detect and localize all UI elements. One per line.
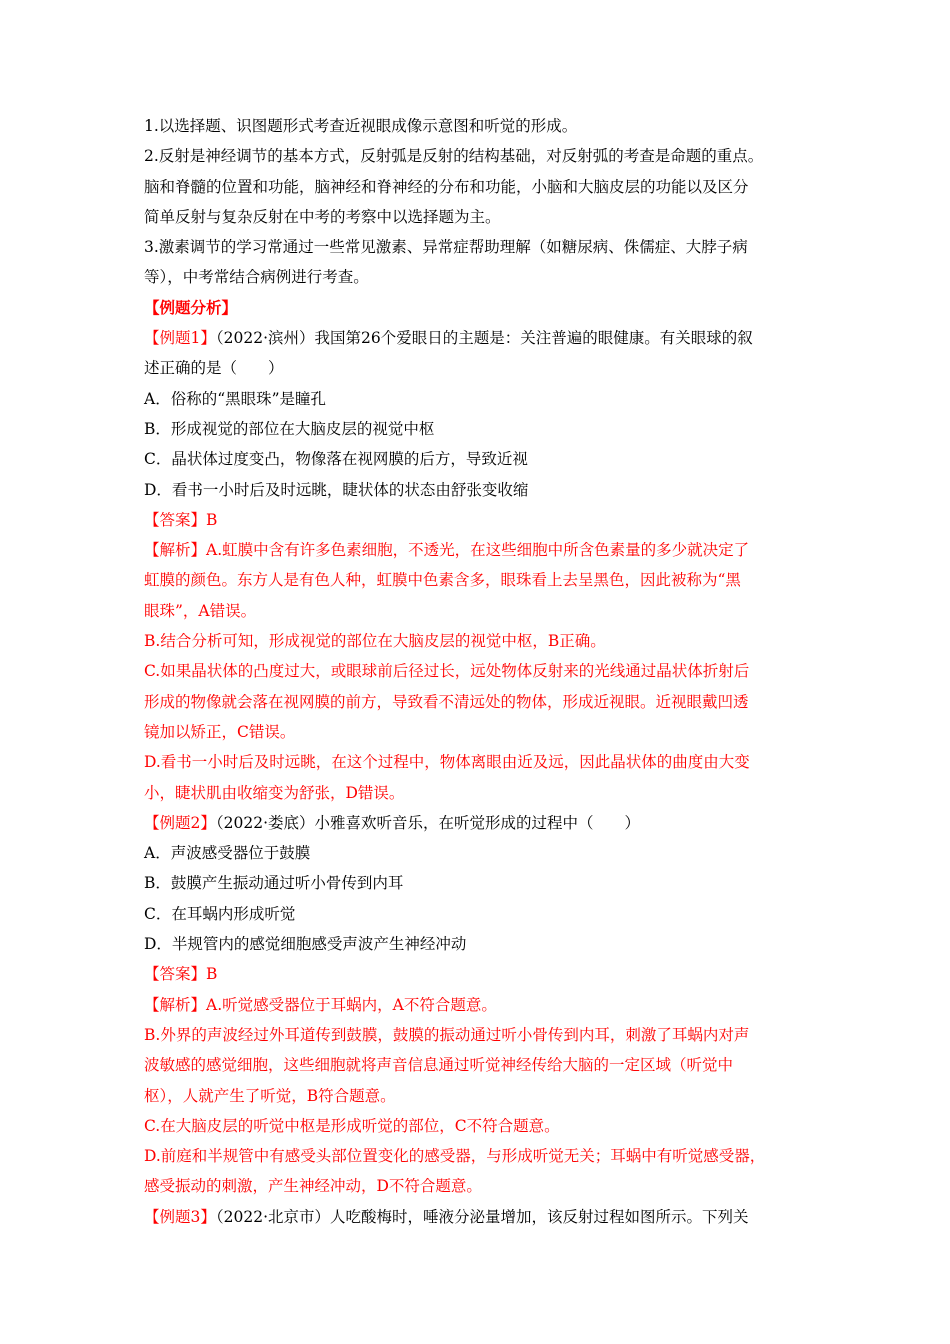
section-heading: 【例题分析】 [144, 297, 238, 317]
q1-analysis-line-9: 小，睫状肌由收缩变为舒张，D错误。 [144, 783, 405, 802]
q3-stem-line-1 [144, 1202, 824, 1232]
intro-line-2: 2.反射是神经调节的基本方式，反射弧是反射的结构基础，对反射弧的考查是命题的重点。 [144, 147, 764, 166]
q1-option-a: A．俗称的“黑眼珠”是瞳孔 [144, 389, 327, 408]
q1-answer-tag: 【答案】 [144, 510, 207, 529]
q1-analysis-line-4: B.结合分析可知，形成视觉的部位在大脑皮层的视觉中枢，B正确。 [144, 632, 606, 651]
q2-stem-text: （2022·娄底）小雅喜欢听音乐，在听觉形成的过程中（ ） [215, 813, 641, 832]
q2-tag: 【例题2】 [144, 813, 216, 832]
q1-analysis-text-1: A.虹膜中含有许多色素细胞，不透光，在这些细胞中所含色素量的多少就决定了 [206, 541, 750, 560]
q2-answer [144, 959, 824, 989]
q1-analysis-line-8: D.看书一小时后及时远眺，在这个过程中，物体离眼由近及远，因此晶状体的曲度由大变 [144, 753, 750, 772]
q3-stem-text: （2022·北京市）人吃酸梅时，唾液分泌量增加，该反射过程如图所示。下列关 [215, 1207, 749, 1226]
q1-analysis-line-2: 虹膜的颜色。东方人是有色人种，虹膜中色素含多，眼珠看上去呈黑色，因此被称为“黑 [144, 571, 741, 590]
q2-analysis-tag: 【解析】 [144, 995, 207, 1014]
q1-analysis-line-7: 镜加以矫正，C错误。 [144, 722, 296, 741]
q1-answer-value: B [206, 510, 218, 529]
q2-analysis-line-6: D.前庭和半规管中有感受头部位置变化的感受器，与形成听觉无关；耳蜗中有听觉感受器， [144, 1147, 766, 1166]
q2-option-d: D．半规管内的感觉细胞感受声波产生神经冲动 [144, 935, 467, 954]
intro-line-6: 等），中考常结合病例进行考查。 [144, 268, 369, 287]
q2-analysis-line-1 [144, 990, 824, 1020]
q1-option-c: C．晶状体过度变凸，物像落在视网膜的后方，导致近视 [144, 450, 528, 469]
q1-option-d: D．看书一小时后及时远眺，睫状体的状态由舒张变收缩 [144, 480, 529, 499]
intro-line-3: 脑和脊髓的位置和功能，脑神经和脊神经的分布和功能，小脑和大脑皮层的功能以及区分 [144, 177, 749, 196]
q1-analysis-line-6: 形成的物像就会落在视网膜的前方，导致看不清远处的物体，形成近视眼。近视眼戴凹透 [144, 692, 749, 711]
q2-stem-line-1 [144, 808, 824, 838]
q1-option-b: B．形成视觉的部位在大脑皮层的视觉中枢 [144, 419, 435, 438]
q2-analysis-text-1: A.听觉感受器位于耳蜗内，A不符合题意。 [206, 995, 497, 1014]
q1-analysis-line-5: C.如果晶状体的凸度过大，或眼球前后径过长，远处物体反射来的光线通过晶状体折射后 [144, 662, 750, 681]
intro-line-4: 简单反射与复杂反射在中考的考察中以选择题为主。 [144, 207, 501, 226]
q1-answer [144, 505, 824, 535]
document-body [144, 111, 824, 1232]
q1-tag: 【例题1】 [144, 329, 216, 348]
q1-stem-line-2: 述正确的是（ ） [144, 359, 284, 378]
q1-stem-text: （2022·滨州）我国第26个爱眼日的主题是：关注普遍的眼健康。有关眼球的叙 [215, 329, 753, 348]
q2-option-a: A．声波感受器位于鼓膜 [144, 844, 311, 863]
q2-answer-tag: 【答案】 [144, 965, 207, 984]
q2-option-c: C．在耳蜗内形成听觉 [144, 904, 296, 923]
q2-option-b: B．鼓膜产生振动通过听小骨传到内耳 [144, 874, 404, 893]
q2-analysis-line-2: B.外界的声波经过外耳道传到鼓膜，鼓膜的振动通过听小骨传到内耳，刺激了耳蜗内对声 [144, 1025, 750, 1044]
intro-line-5: 3.激素调节的学习常通过一些常见激素、异常症帮助理解（如糖尿病、侏儒症、大脖子病 [144, 238, 748, 257]
intro-line-1: 1.以选择题、识图题形式考查近视眼成像示意图和听觉的形成。 [144, 117, 578, 135]
q3-tag: 【例题3】 [144, 1207, 216, 1226]
q2-answer-value: B [206, 965, 218, 984]
q1-stem-line-1 [144, 323, 824, 353]
q2-analysis-line-4: 枢），人就产生了听觉，B符合题意。 [144, 1086, 396, 1105]
q1-analysis-line-1 [144, 535, 824, 565]
q2-analysis-line-5: C.在大脑皮层的听觉中枢是形成听觉的部位，C不符合题意。 [144, 1116, 560, 1135]
q1-analysis-tag: 【解析】 [144, 541, 207, 560]
q2-analysis-line-7: 感受振动的刺激，产生神经冲动，D不符合题意。 [144, 1177, 482, 1196]
q1-analysis-line-3: 眼珠”，A错误。 [144, 601, 257, 620]
q2-analysis-line-3: 波敏感的感觉细胞，这些细胞就将声音信息通过听觉神经传给大脑的一定区域（听觉中 [144, 1056, 734, 1075]
